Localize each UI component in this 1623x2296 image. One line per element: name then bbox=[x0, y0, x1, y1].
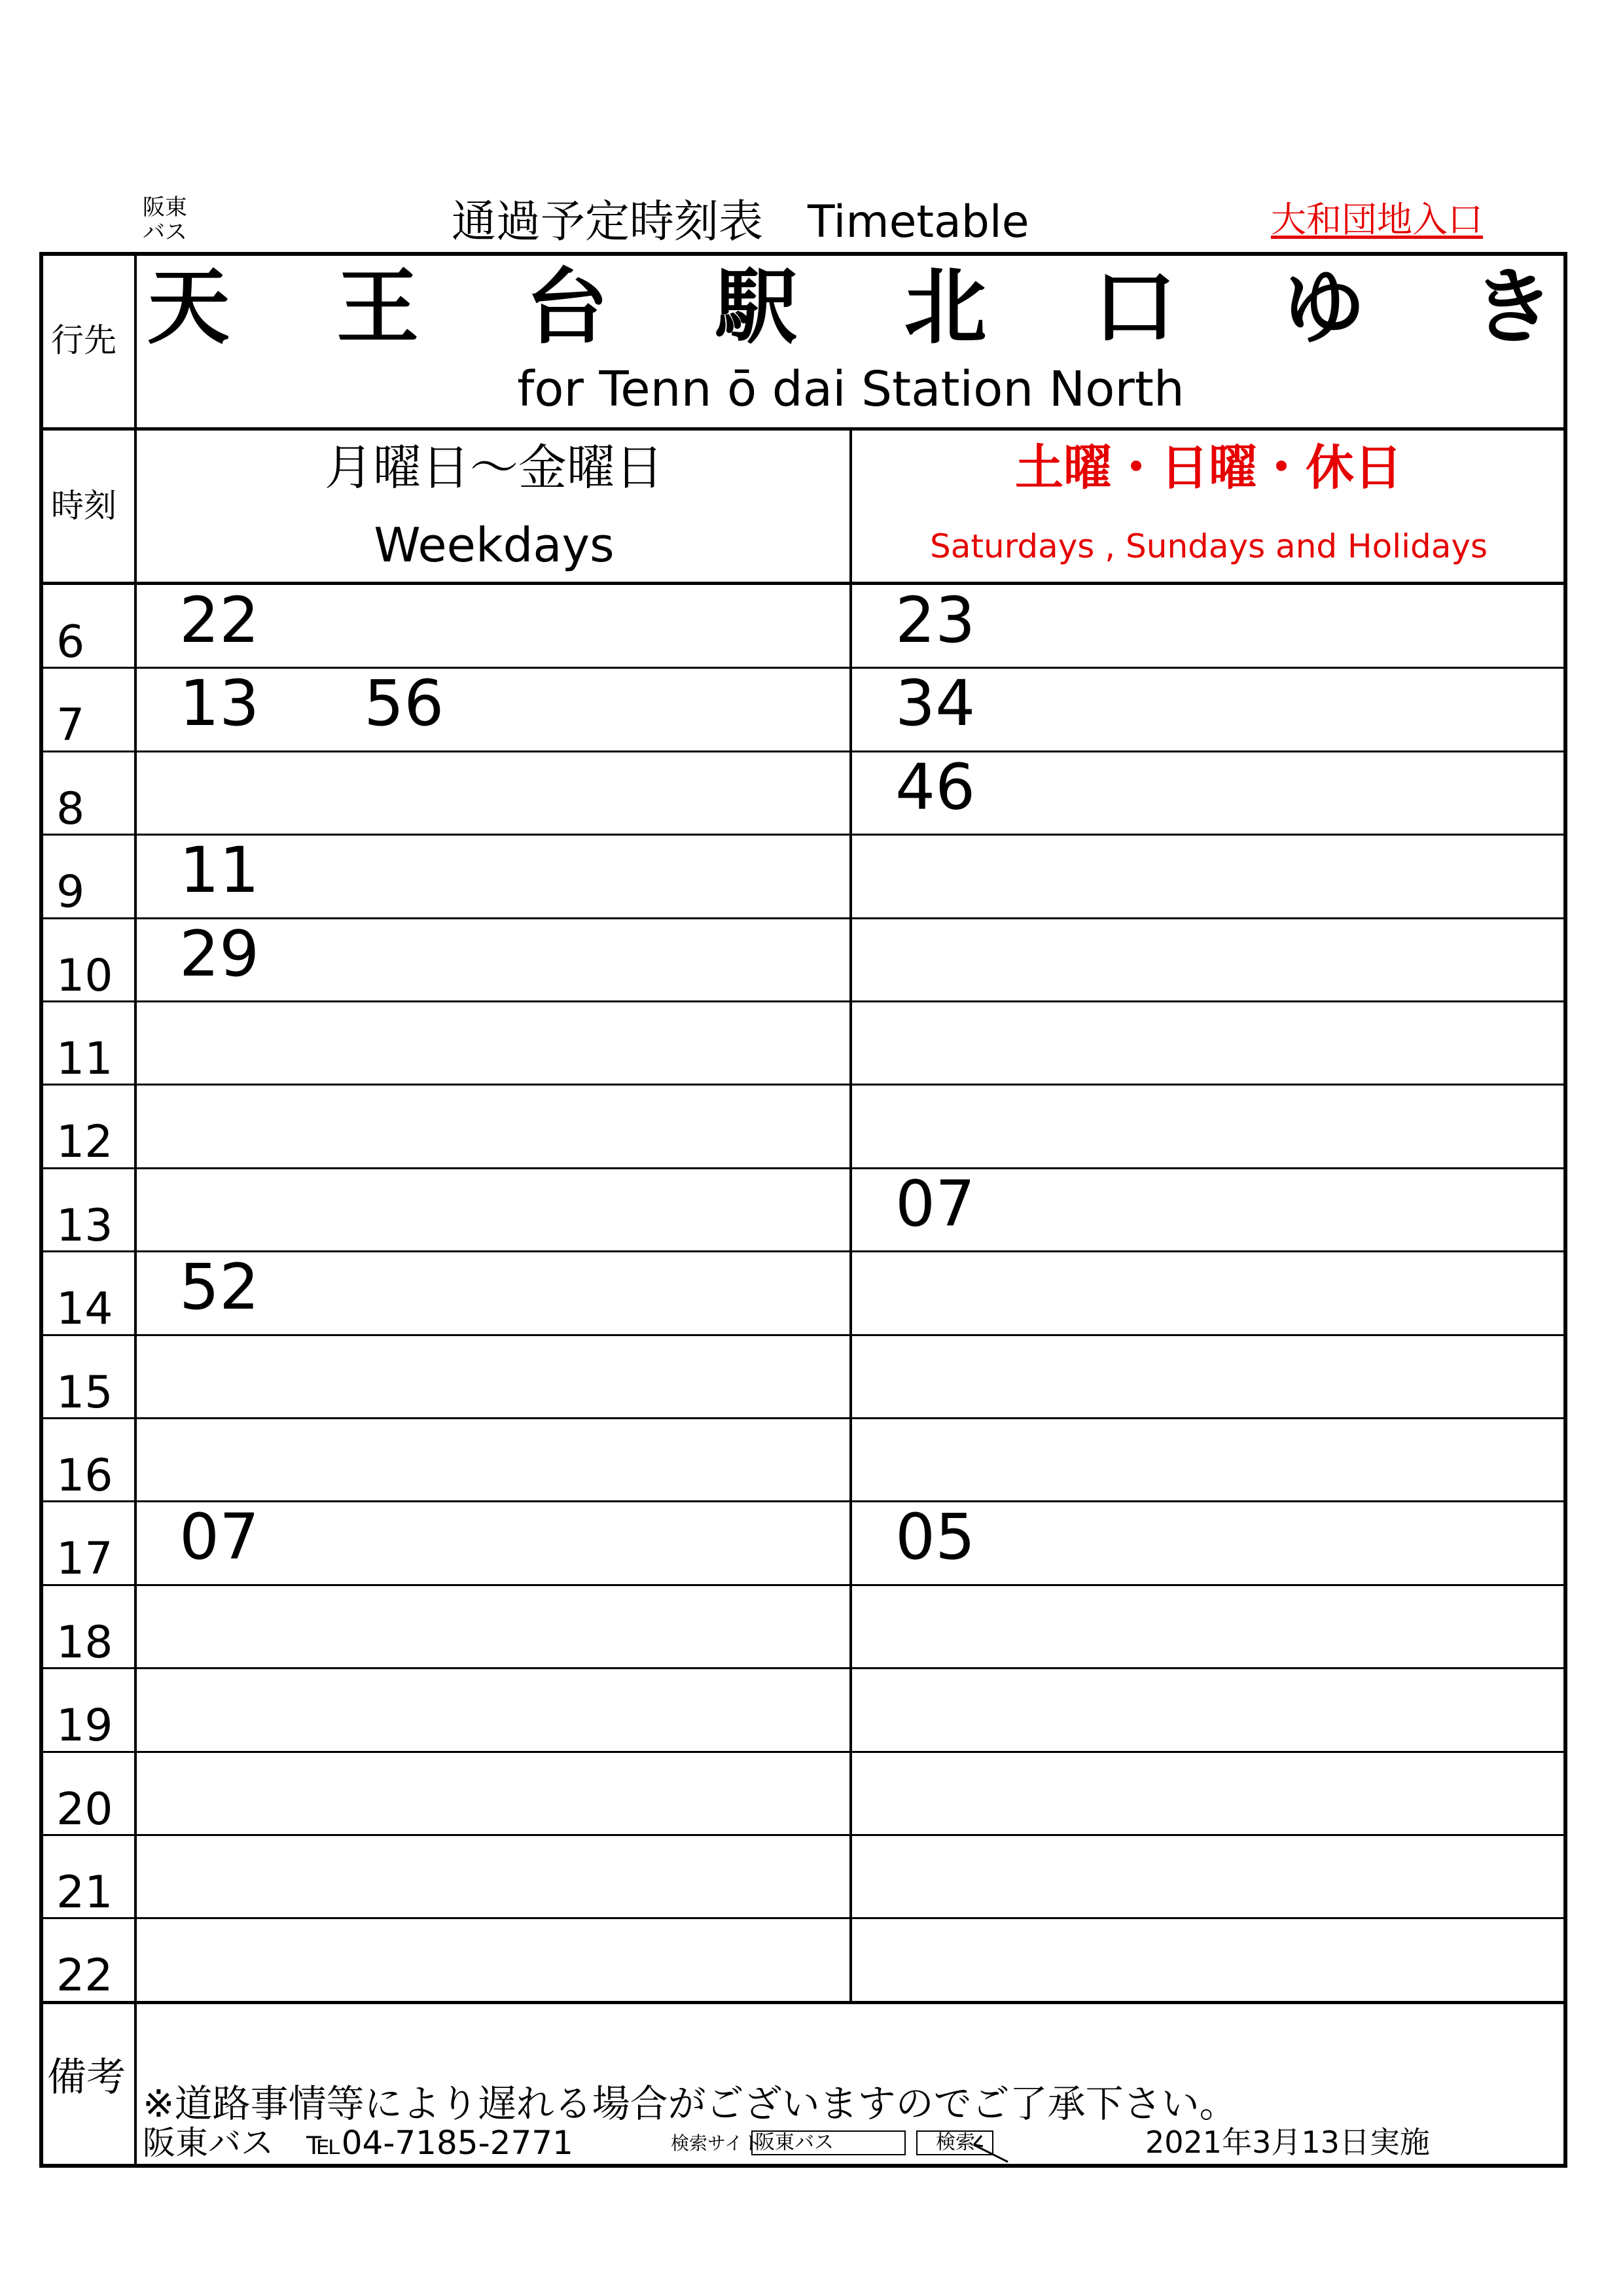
hour-row bbox=[43, 1834, 1563, 1917]
hour-label: 22 bbox=[56, 1950, 113, 2002]
hour-label: 14 bbox=[56, 1283, 113, 1335]
hour-row bbox=[43, 1417, 1563, 1500]
hour-label: 8 bbox=[56, 783, 85, 835]
weekday-minutes bbox=[179, 834, 364, 907]
departure-minute: 29 bbox=[179, 917, 260, 991]
stop-name: 大和団地入口 bbox=[1271, 199, 1483, 240]
weekday-minutes bbox=[179, 917, 364, 991]
weekend-minutes bbox=[895, 667, 1080, 740]
search-box: 阪東バス bbox=[751, 2130, 906, 2155]
company-mark bbox=[143, 195, 187, 245]
destination-char: 駅 bbox=[715, 259, 798, 355]
destination-char: 口 bbox=[1093, 259, 1176, 355]
weekday-minutes bbox=[179, 584, 364, 657]
hour-row bbox=[43, 1667, 1563, 1750]
hour-label: 16 bbox=[56, 1450, 113, 1502]
weekend-minutes bbox=[895, 751, 1080, 824]
hour-label: 9 bbox=[56, 866, 85, 918]
departure-minute: 46 bbox=[895, 751, 976, 824]
departure-minute: 07 bbox=[179, 1500, 260, 1574]
departure-minute: 23 bbox=[895, 584, 976, 657]
search-site-label: 検索サイト bbox=[671, 2132, 762, 2154]
notes-text: ※道路事情等により遅れる場合がございますのでご了承下さい。 bbox=[143, 2081, 1238, 2126]
destination-char: き bbox=[1471, 259, 1554, 355]
destination-char: 王 bbox=[336, 259, 419, 355]
hour-label: 7 bbox=[56, 699, 85, 751]
departure-minute: 05 bbox=[895, 1500, 976, 1574]
weekday-minutes bbox=[179, 667, 548, 740]
departure-minute: 34 bbox=[895, 667, 976, 740]
weekday-header-en: Weekdays bbox=[374, 518, 615, 573]
departure-minute: 56 bbox=[364, 667, 444, 740]
hour-row bbox=[43, 1334, 1563, 1417]
hour-row bbox=[43, 751, 1563, 834]
hour-label: 10 bbox=[56, 950, 113, 1002]
hour-label: 21 bbox=[56, 1867, 113, 1918]
hour-label: 12 bbox=[56, 1116, 113, 1168]
weekend-minutes bbox=[895, 584, 1080, 657]
effective-date: 2021年3月13日実施 bbox=[1145, 2125, 1430, 2160]
hour-label: 17 bbox=[56, 1533, 113, 1585]
destination-divider bbox=[43, 427, 1563, 431]
weekday-header-jp: 月曜日～金曜日 bbox=[325, 440, 664, 496]
hour-row bbox=[43, 1250, 1563, 1333]
hour-row bbox=[43, 667, 1563, 750]
destination-en: for Tenn ō dai Station North bbox=[517, 361, 1185, 417]
destination-char: 台 bbox=[526, 259, 609, 355]
hour-row bbox=[43, 1167, 1563, 1250]
hour-row bbox=[43, 1584, 1563, 1667]
search-button: 検索 bbox=[916, 2130, 993, 2155]
destination-char: 天 bbox=[147, 259, 230, 355]
weekday-minutes bbox=[179, 1250, 364, 1324]
destination-jp bbox=[147, 258, 1554, 357]
time-label: 時刻 bbox=[51, 487, 116, 525]
hour-label: 19 bbox=[56, 1700, 113, 1752]
company-phone: 阪東バス ℡04-7185-2771 bbox=[143, 2124, 573, 2162]
hour-label: 15 bbox=[56, 1367, 113, 1419]
page-title: 通過予定時刻表 Timetable bbox=[452, 196, 1029, 248]
weekend-minutes bbox=[895, 1500, 1080, 1574]
hour-row bbox=[43, 834, 1563, 917]
hour-label: 20 bbox=[56, 1784, 113, 1835]
hour-row bbox=[43, 1917, 1563, 2000]
destination-char: 北 bbox=[904, 259, 987, 355]
departure-minute: 07 bbox=[895, 1167, 976, 1241]
destination-label: 行先 bbox=[51, 321, 116, 359]
departure-minute: 22 bbox=[179, 584, 260, 657]
hour-row bbox=[43, 1000, 1563, 1084]
hour-row bbox=[43, 1500, 1563, 1583]
weekday-minutes bbox=[179, 1500, 364, 1574]
hour-row bbox=[43, 917, 1563, 1000]
cursor-icon bbox=[971, 2132, 1010, 2163]
destination-char: ゆ bbox=[1282, 259, 1365, 355]
hour-label: 6 bbox=[56, 616, 85, 668]
notes-label: 備考 bbox=[47, 2055, 126, 2100]
weekend-minutes bbox=[895, 1167, 1080, 1241]
departure-minute: 11 bbox=[179, 834, 260, 907]
hour-row bbox=[43, 1084, 1563, 1167]
hour-label: 11 bbox=[56, 1033, 113, 1085]
departure-minute: 52 bbox=[179, 1250, 260, 1324]
company-mark-line-1: 阪東 bbox=[143, 194, 187, 221]
company-mark-line-2: バス bbox=[143, 219, 187, 245]
hour-row bbox=[43, 1751, 1563, 1834]
hour-row bbox=[43, 584, 1563, 667]
weekend-header-en: Saturdays , Sundays and Holidays bbox=[929, 527, 1488, 565]
hour-label: 18 bbox=[56, 1617, 113, 1669]
weekend-header-jp: 土曜・日曜・休日 bbox=[1015, 440, 1402, 496]
hour-label: 13 bbox=[56, 1200, 113, 1252]
departure-minute: 13 bbox=[179, 667, 260, 740]
notes-divider bbox=[43, 2001, 1563, 2004]
